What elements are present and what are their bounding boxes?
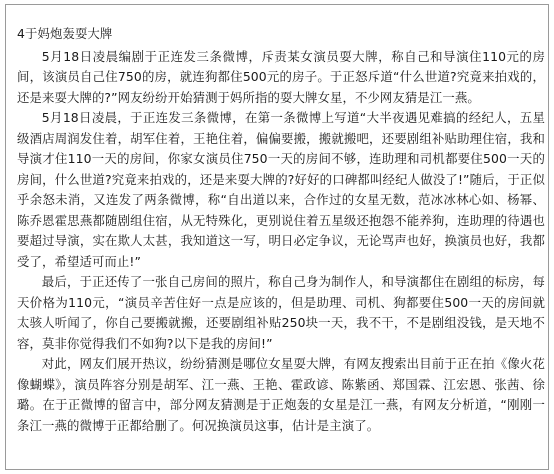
paragraph: 最后，于正还传了一张自己房间的照片，称自己身为制作人，和导演都住在剧组的标房，每天价格为110元，“演员辛苦住好一点是应该的，但是助理、司机、狗都要住500一天的房间就太骇人听闻了，你自己要搬就搬，还要剧组补贴250块一天，我不干，不是剧组没钱，是天地不容，莫非你觉得我们不如狗?以下是我的房间!” [17,274,545,351]
paragraph: 5月18日凌晨编剧于正连发三条微博，斥责某女演员耍大牌，称自己和导演住110元的房间，该演员自己住750的房，就连狗都住500元的房子。于正怒斥道“什么世道?究竟来拍戏的，还是来耍大牌的?”网友纷纷开始猜测于妈所指的耍大牌女星，不少网友猜是江一燕。 [17,48,545,105]
article-title: 4于妈炮轰耍大牌 [17,26,113,41]
paragraph: 5月18日凌晨，于正连发三条微博，在第一条微博上写道“大半夜遇见难搞的经纪人，五星级酒店周润发住着，胡军住着，王艳住着，偏偏要搬，搬就搬吧，还要剧组补贴助理住宿，我和导演才住110一天的房间，你家女演员住750一天的房间不够，连助理和司机都要住500一天的房间，什么世道?究竟来拍戏的，还是来耍大牌的?好好的口碑都叫经纪人做没了!”随后，于正似乎余怒未消，又连发了两条微博，称“自出道以来，合作过的女星无数，范冰冰林心如、杨幂、陈乔恩霍思燕都随剧组住宿，从无特殊化，更别说住着五星级还抱怨不能养狗，连助理的待遇也要超过导演，实在欺人太甚，我知道这一写，明日必定争议，无论骂声也好，换演员也好，我都受了，希望适可而止!” [17,110,545,269]
article-body [17,24,545,436]
document-page [5,4,549,470]
paragraph: 对此，网友们展开热议，纷纷猜测是哪位女星耍大牌，有网友搜索出目前于正在拍《像火花像蝴蝶》，演员阵容分别是胡军、江一燕、王艳、霍政谚、陈紫函、郑国霖、江宏恩、张茜、徐璐。在于正微博的留言中，部分网友猜测是于正炮轰的女星是江一燕，有网友分析道，“刚刚一条江一燕的微博于正都给删了。何况换演员这事，估计是主演了。 [17,356,545,433]
